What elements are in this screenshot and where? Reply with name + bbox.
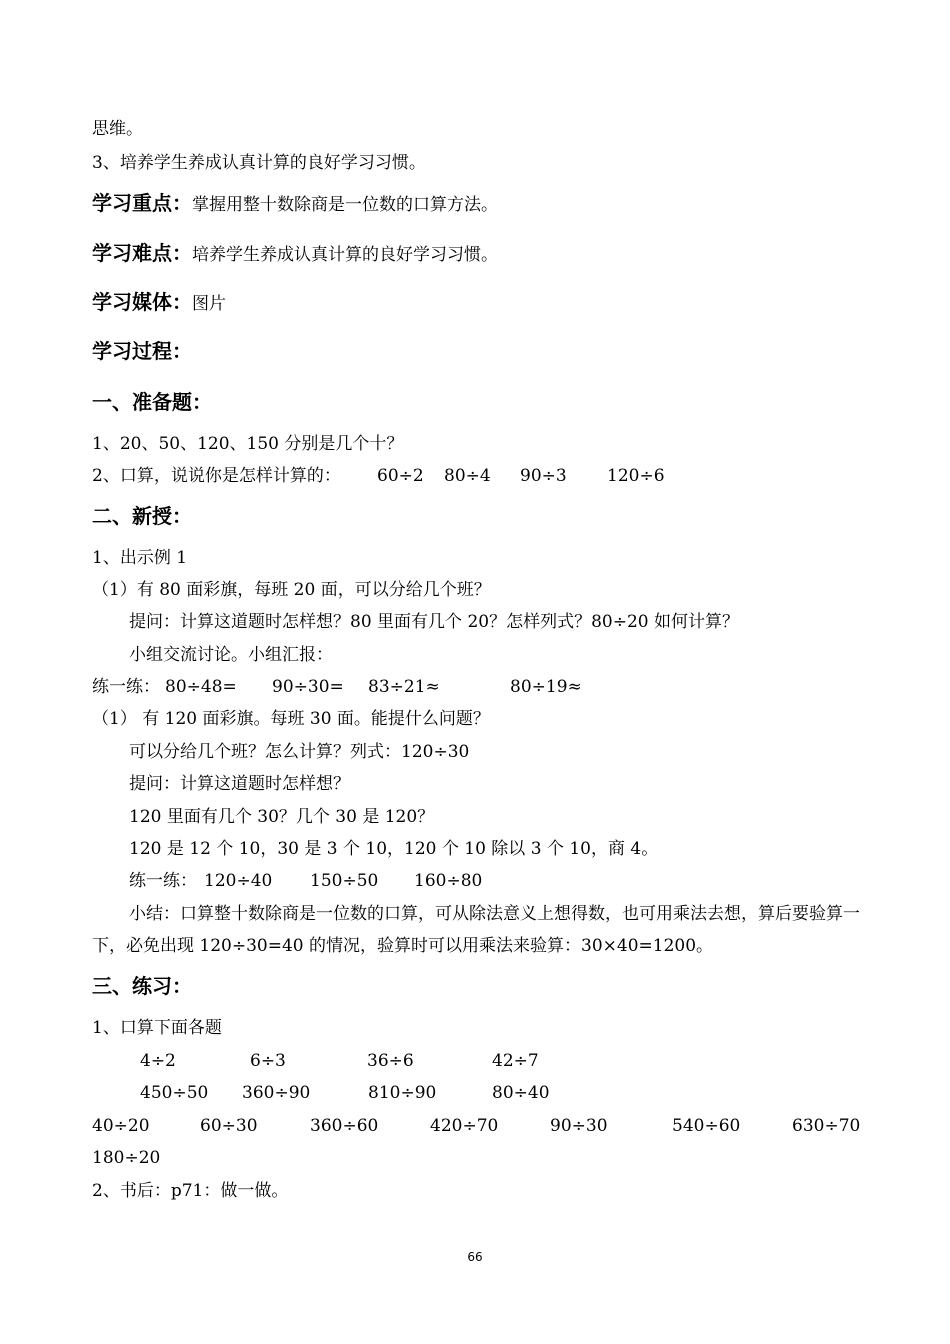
calc-item: 360÷90 <box>242 1083 311 1103</box>
intro-line-2: 3、培养学生养成认真计算的良好学习习惯。 <box>92 153 426 173</box>
calc-item: 540÷60 <box>672 1116 741 1136</box>
difficulty-value: 培养学生养成认真计算的良好学习习惯。 <box>192 245 498 265</box>
section-2-line: （1）有 80 面彩旗，每班 20 面，可以分给几个班？ <box>92 580 491 600</box>
section-2-line: 120 是 12 个 10，30 是 3 个 10，120 个 10 除以 3 个 10，商 4。 <box>129 839 659 859</box>
calc-item: 810÷90 <box>368 1083 437 1103</box>
calc-item: 40÷20 <box>92 1116 150 1136</box>
calc-item: 160÷80 <box>414 871 483 891</box>
media-value: 图片 <box>192 294 226 314</box>
practice-2-label: 练一练： <box>129 871 197 891</box>
section-1-question-1: 1、20、50、120、150 分别是几个十？ <box>92 434 404 454</box>
calc-item: 4÷2 <box>140 1051 176 1071</box>
calc-item: 120÷6 <box>607 466 665 486</box>
section-3-line: 2、书后：p71：做一做。 <box>92 1181 289 1201</box>
calc-item: 36÷6 <box>367 1051 414 1071</box>
calc-item: 80÷48= <box>165 677 237 697</box>
section-2-line: 120 里面有几个 30？几个 30 是 120？ <box>129 807 435 827</box>
calc-item: 60÷2 <box>377 466 424 486</box>
calc-item: 42÷7 <box>492 1051 539 1071</box>
section-2-title: 二、新授： <box>92 504 192 528</box>
calc-item: 60÷30 <box>200 1116 258 1136</box>
calc-item: 180÷20 <box>92 1148 161 1168</box>
section-3-title: 三、练习： <box>92 974 192 998</box>
page-number: 66 <box>467 1250 483 1264</box>
calc-item: 420÷70 <box>430 1116 499 1136</box>
calc-item: 80÷4 <box>444 466 491 486</box>
key-point-value: 掌握用整十数除商是一位数的口算方法。 <box>192 195 498 215</box>
section-2-line: 1、出示例 1 <box>92 548 188 568</box>
key-point-label: 学习重点： <box>92 191 192 215</box>
difficulty-label: 学习难点： <box>92 241 192 265</box>
calc-item: 90÷30 <box>550 1116 608 1136</box>
calc-item: 90÷3 <box>520 466 567 486</box>
calc-item: 83÷21≈ <box>368 677 440 697</box>
section-1-question-2: 2、口算，说说你是怎样计算的： <box>92 466 341 486</box>
practice-1-label: 练一练： <box>92 677 160 697</box>
calc-item: 80÷40 <box>492 1083 550 1103</box>
section-2-line: 提问：计算这道题时怎样想？80 里面有几个 20？怎样列式？80÷20 如何计算？ <box>129 612 739 632</box>
summary-paragraph: 小结：口算整十数除商是一位数的口算，可从除法意义上想得数，也可用乘法去想，算后要验算一下，必免出现 120÷30=40 的情况，验算时可以用乘法来验算：30×40=1200。 <box>92 904 860 956</box>
section-2-line: 可以分给几个班？怎么计算？列式：120÷30 <box>129 742 470 762</box>
key-point-row <box>92 190 498 218</box>
calc-item: 360÷60 <box>310 1116 379 1136</box>
process-heading: 学习过程： <box>92 339 192 363</box>
section-2-line: 小组交流讨论。小组汇报： <box>129 645 333 665</box>
calc-item: 150÷50 <box>310 871 379 891</box>
section-2-line: 提问：计算这道题时怎样想？ <box>129 774 350 794</box>
section-2-line: （1） 有 120 面彩旗。每班 30 面。能提什么问题？ <box>92 709 490 729</box>
section-3-line: 1、口算下面各题 <box>92 1018 222 1038</box>
media-label: 学习媒体： <box>92 290 192 314</box>
intro-line-1: 思维。 <box>92 119 143 139</box>
media-row <box>92 289 226 317</box>
calc-item: 450÷50 <box>140 1083 209 1103</box>
calc-item: 80÷19≈ <box>510 677 582 697</box>
difficulty-row <box>92 240 498 268</box>
calc-item: 630÷70 <box>792 1116 861 1136</box>
calc-item: 6÷3 <box>250 1051 286 1071</box>
section-1-title: 一、准备题： <box>92 390 212 414</box>
calc-item: 120÷40 <box>204 871 273 891</box>
calc-item: 90÷30= <box>272 677 344 697</box>
